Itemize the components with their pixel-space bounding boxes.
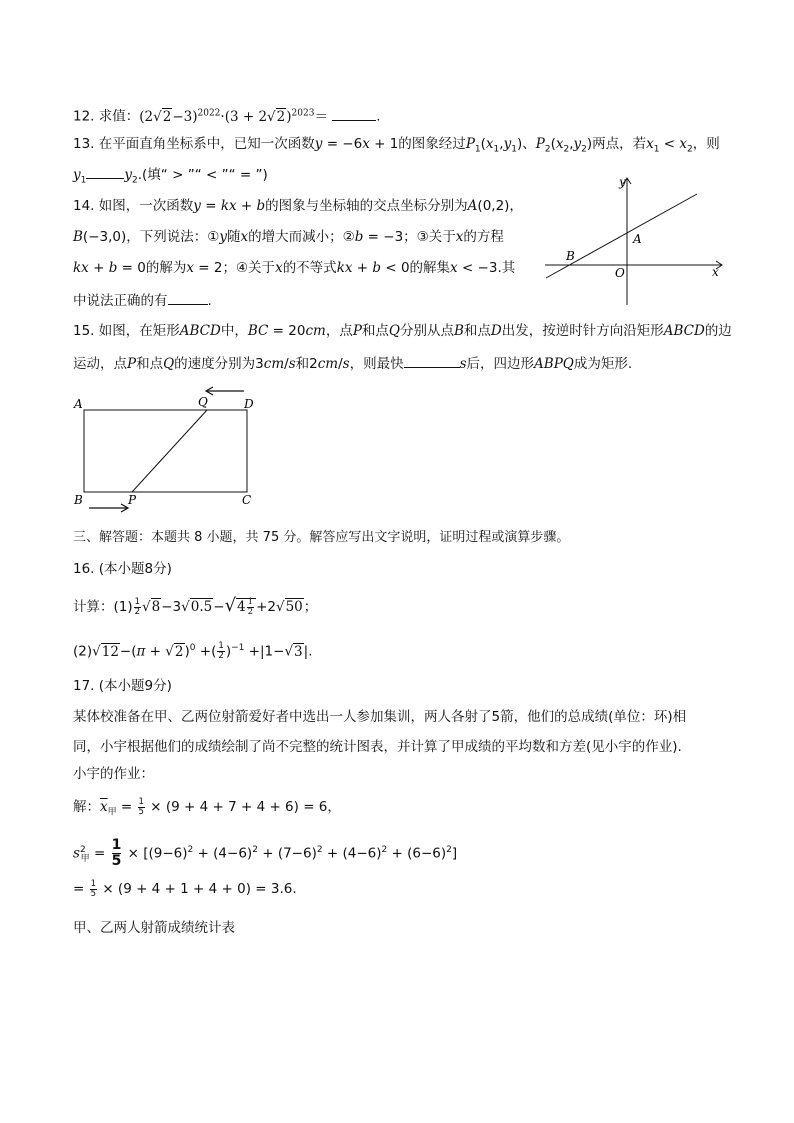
- q17-mean: 解：$\overline{x}_甲$ = $\frac{1}{5}$ × (9 + 4 + 7 + 4 + 6) = 6，: [73, 796, 341, 818]
- q17-line2: 同，小宇根据他们的成绩绘制了尚不完整的统计图表，并计算了甲成绩的平均数和方差(见小宇的作业).: [73, 739, 682, 755]
- q14-line3: kx + b = 0的解为x = 2；④关于x的不等式kx + b < 0的解集x < −3.其: [73, 260, 516, 276]
- q17-table-title: 甲、乙两人射箭成绩统计表: [73, 920, 235, 936]
- q12-label: 12. 求值：: [73, 108, 140, 125]
- q14-line4: 中说法正确的有 .: [73, 290, 212, 311]
- label-p: P: [128, 493, 137, 507]
- q17-variance-result: = $\frac{1}{5}$ × (9 + 4 + 1 + 4 + 0) = 3.6.: [73, 878, 297, 899]
- q16-part2: $(2)√12-(\pi + √2)^0$ +( $\frac{1}{2}$ )$^{-1}$ +|1−√3|.: [73, 641, 313, 661]
- q15-answer-blank[interactable]: [404, 353, 460, 368]
- label-d: D: [244, 397, 254, 411]
- point-b-label: B: [566, 249, 575, 263]
- q16-part1: 计算：(1) $\frac{1}{2}$ √8−3√0.5−√4 $\frac{1}{2}$ +2√50；: [73, 595, 318, 617]
- q14-line1: 14. 如图，一次函数y = kx + b的图象与坐标轴的交点坐标分别为A(0,2)，: [73, 198, 523, 214]
- q15-figure: [72, 384, 262, 514]
- q14-answer-blank[interactable]: [168, 290, 208, 305]
- q14-graph: [540, 172, 730, 308]
- label-c: C: [242, 493, 252, 507]
- q17-variance: $s^2_甲$ = $\frac{1}{5}$ × $[(9-6)^2 + (4-6)^2 + (7-6)^2 + (4-6)^2 + (6-6)^2]$: [73, 837, 458, 869]
- point-a-label: A: [633, 232, 642, 246]
- q12-line: [73, 103, 381, 127]
- label-b: B: [74, 493, 83, 507]
- q12-answer-blank[interactable]: [332, 106, 376, 121]
- q13-answer-blank[interactable]: [86, 164, 124, 179]
- y-label: y: [619, 175, 626, 189]
- q15-line2: 运动，点P和点Q的速度分别为3cm/s和2cm/s，则最快 s后，四边形ABPQ成为矩形.: [73, 353, 632, 374]
- x-label: x: [712, 265, 719, 279]
- q13-line1: 13. 在平面直角坐标系中，已知一次函数y = −6x + 1的图象经过$P_1(x_1,y_1)$、$P_2(x_2,y_2)$两点，若$x_1 < x_2$，则: [73, 136, 720, 155]
- q12-end: .: [376, 108, 381, 125]
- q15-line1: 15. 如图，在矩形ABCD中，BC = 20cm，点P和点Q分别从点B和点D出发，按逆时针方向沿矩形ABCD的边: [73, 323, 732, 339]
- origin-label: O: [615, 266, 625, 280]
- rectangle-abcd: [84, 410, 247, 492]
- q14-line2: B(−3,0)，下列说法：①y随x的增大而减小；②b = −3；③关于x的方程: [73, 229, 504, 245]
- label-q: Q: [198, 395, 208, 409]
- q17-head: 17. (本小题9分): [73, 678, 172, 694]
- segment-pq: [132, 410, 207, 492]
- q12-expr: $(2√2-3)^{2022}\cdot(3 + 2√2)^{2023}=$: [139, 108, 328, 125]
- q16-head: 16. (本小题8分): [73, 561, 172, 577]
- section3-heading: 三、解答题：本题共 8 小题，共 75 分。解答应写出文字说明，证明过程或演算步骤。: [73, 530, 570, 545]
- q13-line2: $y_1$ $y_2$.(填“ > ”“ < ”“ = ”): [73, 164, 268, 191]
- q17-line3: 小宇的作业：: [73, 766, 154, 782]
- label-a: A: [74, 397, 83, 411]
- q17-line1: 某体校准备在甲、乙两位射箭爱好者中选出一人参加集训，两人各射了5箭，他们的总成绩(单位：环)相: [73, 709, 687, 725]
